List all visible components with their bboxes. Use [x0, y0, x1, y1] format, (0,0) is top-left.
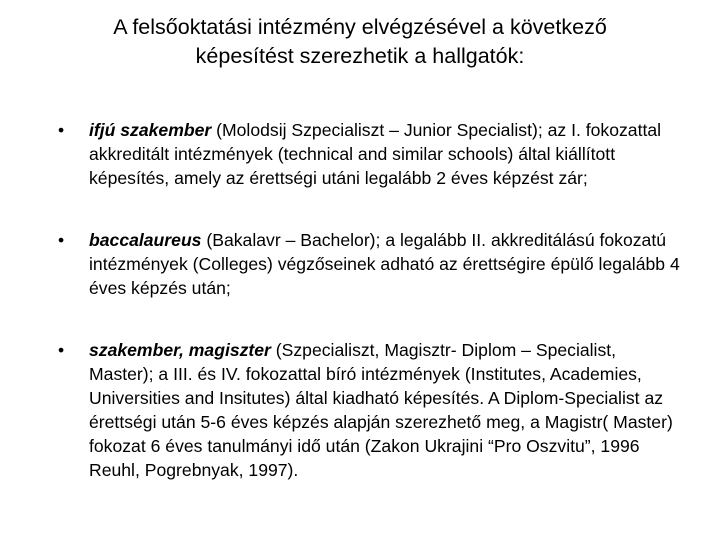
bullet-icon: • — [58, 340, 65, 360]
slide-title — [40, 13, 680, 71]
bullet-icon: • — [58, 120, 65, 140]
item-term: ifjú szakember — [89, 120, 212, 140]
qualification-list — [0, 118, 720, 482]
list-item-bachelor — [0, 228, 720, 300]
item-term: szakember, magiszter — [89, 340, 271, 360]
item-description: (Szpecialiszt, Magisztr- Diplom – Specialist, Master); a III. és IV. fokozattal bíró intézmények (Institutes, Academies, Universities and Insitutes) által kiadható képesítés. A Diplom-Specialist az érettségi után 5-6 éves képzés alapján szerezhető meg, a Magistr( Master) fokozat 6 éves tanulmányi idő után (Zakon Ukrajini “Pro Oszvitu”, 1996 Reuhl, Pogrebnyak, 1997). — [89, 340, 673, 480]
list-item-junior-specialist — [0, 118, 720, 190]
item-description: (Molodsij Szpecialiszt – Junior Specialist); az I. fokozattal akkreditált intézmények (technical and similar schools) által kiállított képesítés, amely az érettségi utáni legalább 2 éves képzést zár; — [89, 120, 662, 188]
bullet-icon: • — [58, 230, 65, 250]
slide-title-line-1: A felsőoktatási intézmény elvégzésével a következő — [113, 15, 607, 39]
list-item-specialist-master — [0, 338, 720, 482]
item-term: baccalaureus — [89, 230, 202, 250]
slide-title-line-2: képesítést szerezhetik a hallgatók: — [195, 44, 525, 68]
item-description: (Bakalavr – Bachelor); a legalább II. akkreditálású fokozatú intézmények (Colleges) végzőseinek adható az érettségire épülő legalább 4 éves képzés után; — [89, 230, 680, 298]
